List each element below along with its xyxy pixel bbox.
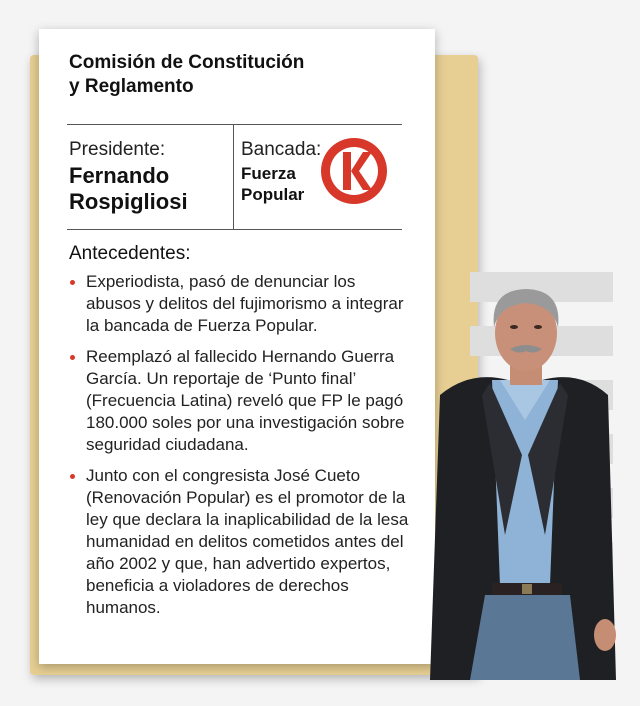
party-line-1: Fuerza	[241, 164, 296, 183]
title-line-2: y Reglamento	[69, 76, 194, 97]
divider-vertical	[233, 125, 234, 229]
antecedentes-heading: Antecedentes:	[69, 243, 191, 264]
bullet-icon	[70, 474, 75, 479]
list-item-text: Junto con el congresista José Cueto (Renovación Popular) es el promotor de la ley que declara la inaplicabilidad de la lesa humanidad en delitos cometidos antes del año 2002 y que, han advertido expertos, beneficia a violadores de derechos humanos.	[86, 466, 409, 617]
divider-bottom	[67, 229, 402, 230]
party-name	[241, 163, 331, 205]
fuerza-popular-logo-icon	[319, 136, 389, 206]
president-label: Presidente:	[69, 139, 166, 160]
profile-card	[39, 29, 435, 664]
list-item-text: Experiodista, pasó de denunciar los abusos y delitos del fujimorismo a integrar la bancada de Fuerza Popular.	[86, 272, 404, 335]
bullet-icon	[70, 355, 75, 360]
list-item	[69, 271, 409, 337]
party-line-2: Popular	[241, 185, 305, 204]
antecedentes-list	[69, 271, 409, 628]
president-first-name: Fernando	[69, 163, 170, 188]
list-item-text: Reemplazó al fallecido Hernando Guerra García. Un reportaje de ‘Punto final’ (Frecuencia Latina) reveló que FP le pagó 180.000 soles por una investigación sobre seguridad ciudadana.	[86, 347, 405, 454]
president-photo	[430, 285, 620, 680]
list-item	[69, 465, 409, 619]
title-line-1: Comisión de Constitución	[69, 52, 305, 73]
president-name	[69, 163, 229, 215]
president-last-name: Rospigliosi	[69, 189, 188, 214]
list-item	[69, 346, 409, 456]
divider-top	[67, 124, 402, 125]
bancada-label: Bancada:	[241, 139, 322, 160]
bullet-icon	[70, 280, 75, 285]
card-title	[69, 51, 399, 99]
